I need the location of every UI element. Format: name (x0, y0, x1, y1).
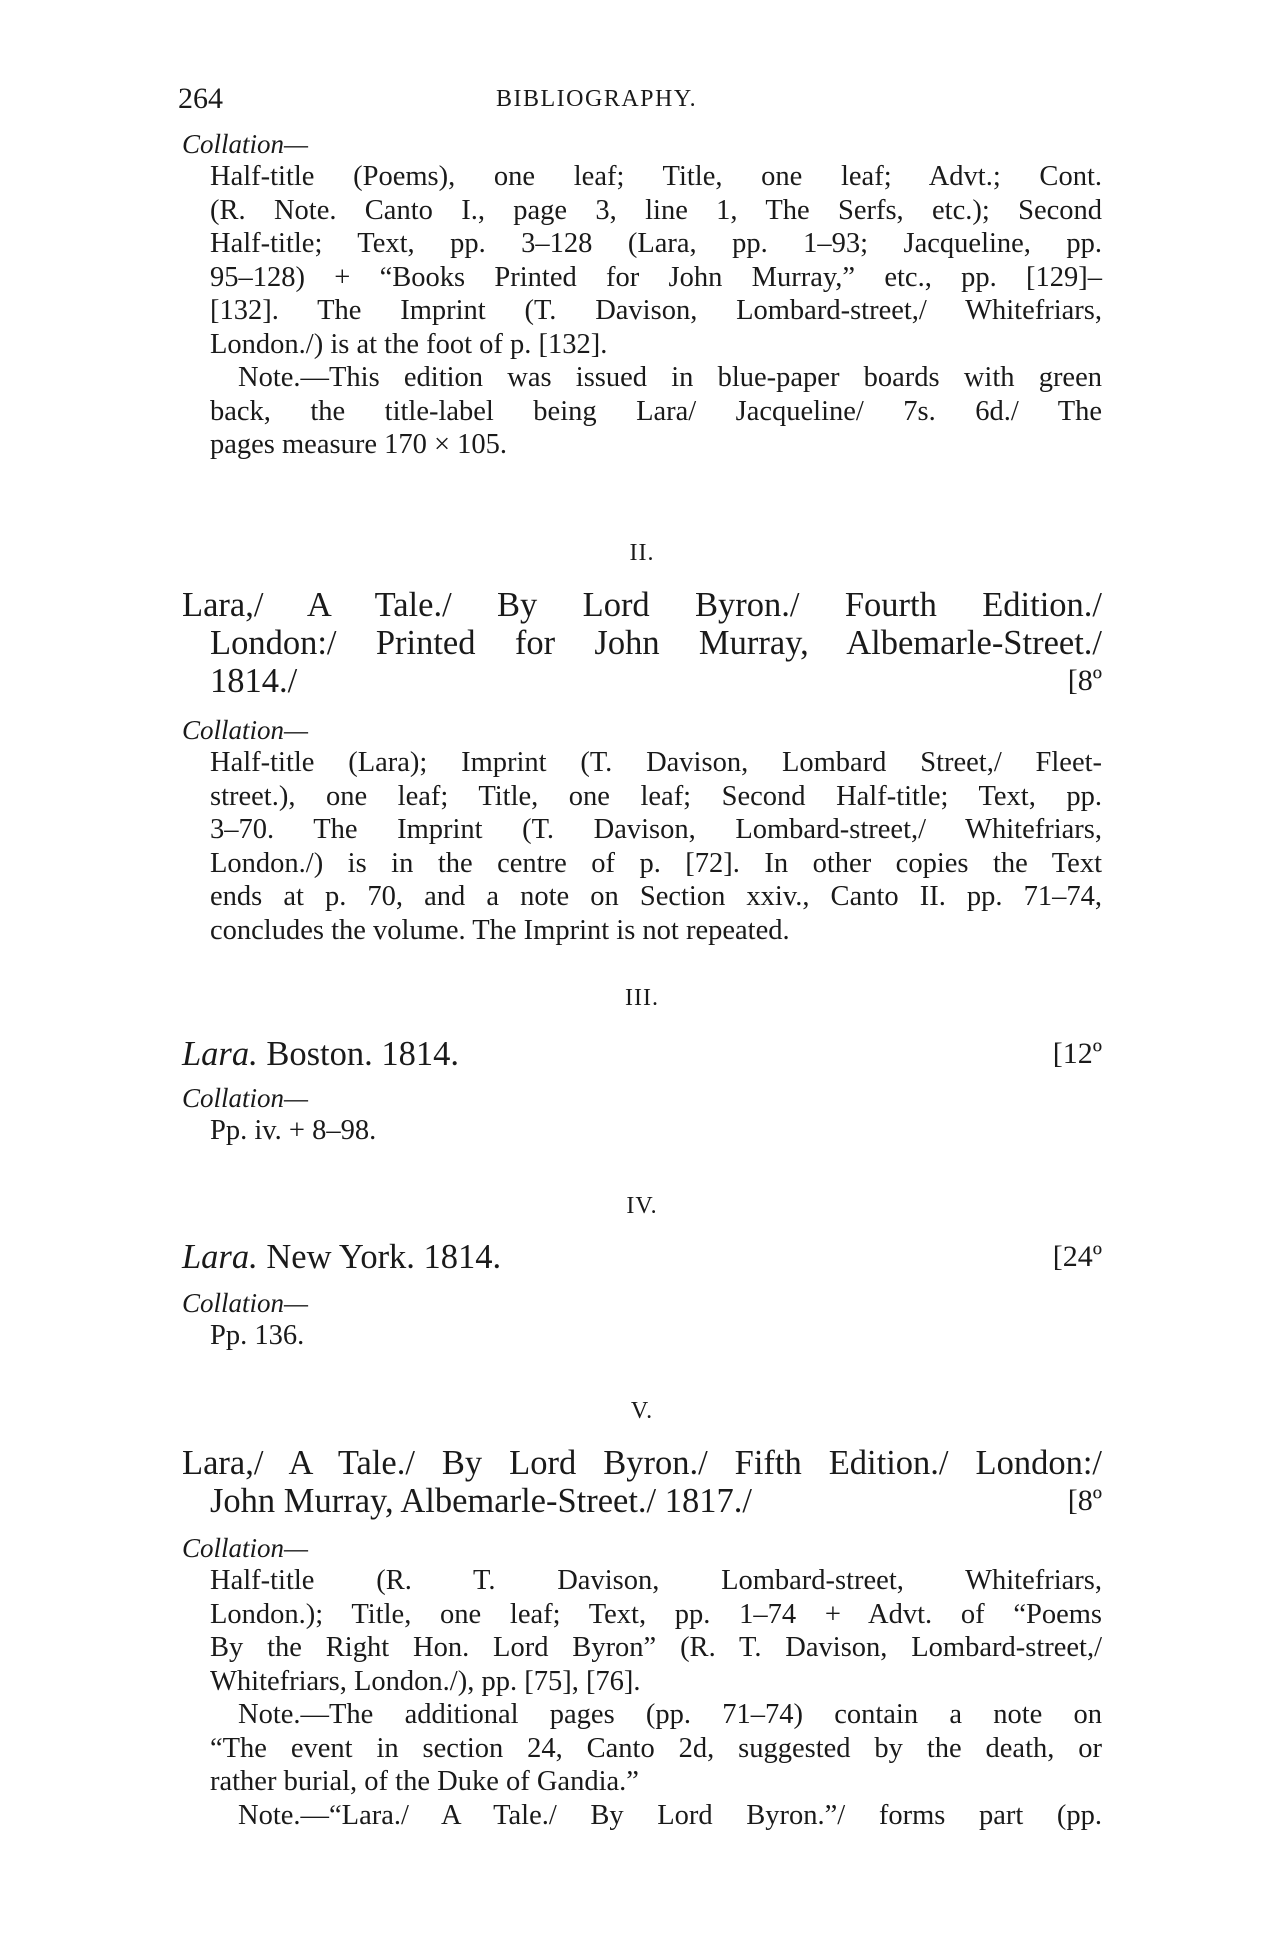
collation-text: Pp. 136. (210, 1320, 305, 1351)
entry-ii-collation (182, 714, 1102, 947)
text-line: Half-title (Lara); Imprint (T. Davison, Lombard Street,/ Fleet- (210, 747, 1102, 778)
text-line: back, the title-label being Lara/ Jacqueline/ 7s. 6d./ The (210, 395, 1102, 427)
text-line: concludes the volume. The Imprint is not repeated. (210, 914, 790, 946)
title-rest: Boston. 1814. (266, 1035, 460, 1073)
text-line: Half-title (R. T. Davison, Lombard-street, Whitefriars, (210, 1565, 1102, 1596)
collation-label: Collation— (182, 1533, 309, 1563)
entry-iii-title (182, 1035, 1102, 1073)
text-line: ends at p. 70, and a note on Section xxiv., Canto II. pp. 71–74, (210, 881, 1102, 912)
collation-text (210, 746, 1102, 947)
entry-v-collation (182, 1532, 1102, 1832)
note-text (210, 1799, 1102, 1833)
title-line: London:/ Printed for John Murray, Albemarle-Street./ (210, 624, 1102, 662)
text-line: Note.—The additional pages (pp. 71–74) contain a note on (238, 1699, 1102, 1730)
entry-iii-collation (182, 1082, 1102, 1148)
entry-ii-title (182, 586, 1102, 700)
entry-iv-title (182, 1238, 1102, 1276)
text-line: (R. Note. Canto I., page 3, line 1, The Serfs, etc.); Second (210, 194, 1102, 226)
note-text (210, 1698, 1102, 1799)
entry-number: IV. (626, 1193, 658, 1219)
collation-label: Collation— (182, 715, 309, 745)
text-line: street.), one leaf; Title, one leaf; Second Half-title; Text, pp. (210, 780, 1102, 812)
text-line: Whitefriars, London./), pp. [75], [76]. (210, 1665, 641, 1697)
title-line: 1814./ (210, 662, 298, 700)
text-line: pages measure 170 × 105. (210, 429, 508, 460)
title-italic: Lara. (182, 1238, 258, 1276)
entry-iv-collation (182, 1287, 1102, 1353)
title-italic: Lara. (182, 1035, 258, 1073)
title-line: John Murray, Albemarle-Street./ 1817./ (210, 1482, 752, 1520)
format-mark: [8º (1067, 664, 1102, 697)
text-line: By the Right Hon. Lord Byron” (R. T. Davison, Lombard-street,/ (210, 1632, 1102, 1663)
entry-number: III. (625, 985, 659, 1011)
collation-text: Pp. iv. + 8–98. (210, 1115, 377, 1146)
entry-number: V. (630, 1398, 654, 1424)
title-line: Lara,/ A Tale./ By Lord Byron./ Fourth Edition./ (182, 586, 1102, 624)
collation-text (210, 1564, 1102, 1698)
format-mark: [24º (1052, 1240, 1102, 1273)
page-number: 264 (178, 82, 223, 115)
title-rest: New York. 1814. (266, 1238, 502, 1276)
format-mark: [12º (1052, 1037, 1102, 1070)
text-line: Half-title; Text, pp. 3–128 (Lara, pp. 1–93; Jacqueline, pp. (210, 228, 1102, 259)
text-line: London.); Title, one leaf; Text, pp. 1–74 + Advt. of “Poems (210, 1598, 1102, 1630)
text-line: 3–70. The Imprint (T. Davison, Lombard-street,/ Whitefriars, (210, 814, 1102, 845)
text-line: London./) is in the centre of p. [72]. In other copies the Text (210, 847, 1102, 879)
running-header (178, 82, 1118, 122)
collation-label: Collation— (182, 1083, 309, 1113)
text-line: Note.—“Lara./ A Tale./ By Lord Byron.”/ forms part (pp. (238, 1799, 1102, 1831)
collation-label: Collation— (182, 1288, 309, 1318)
text-line: Note.—This edition was issued in blue-paper boards with green (238, 362, 1102, 393)
collation-label: Collation— (182, 129, 309, 159)
entry-i-collation (182, 128, 1102, 462)
collation-text (210, 160, 1102, 361)
running-title: BIBLIOGRAPHY. (496, 86, 698, 112)
text-line: 95–128) + “Books Printed for John Murray,” etc., pp. [129]– (210, 261, 1102, 293)
format-mark: [8º (1067, 1484, 1102, 1517)
entry-number: II. (629, 540, 655, 566)
text-line: Half-title (Poems), one leaf; Title, one leaf; Advt.; Cont. (210, 161, 1102, 192)
entry-v-title (182, 1444, 1102, 1520)
title-line: Lara,/ A Tale./ By Lord Byron./ Fifth Edition./ London:/ (182, 1444, 1102, 1482)
text-line: “The event in section 24, Canto 2d, suggested by the death, or (210, 1732, 1102, 1764)
text-line: [132]. The Imprint (T. Davison, Lombard-street,/ Whitefriars, (210, 295, 1102, 326)
note-text (210, 361, 1102, 462)
text-line: London./) is at the foot of p. [132]. (210, 328, 608, 360)
text-line: rather burial, of the Duke of Gandia.” (210, 1766, 639, 1797)
